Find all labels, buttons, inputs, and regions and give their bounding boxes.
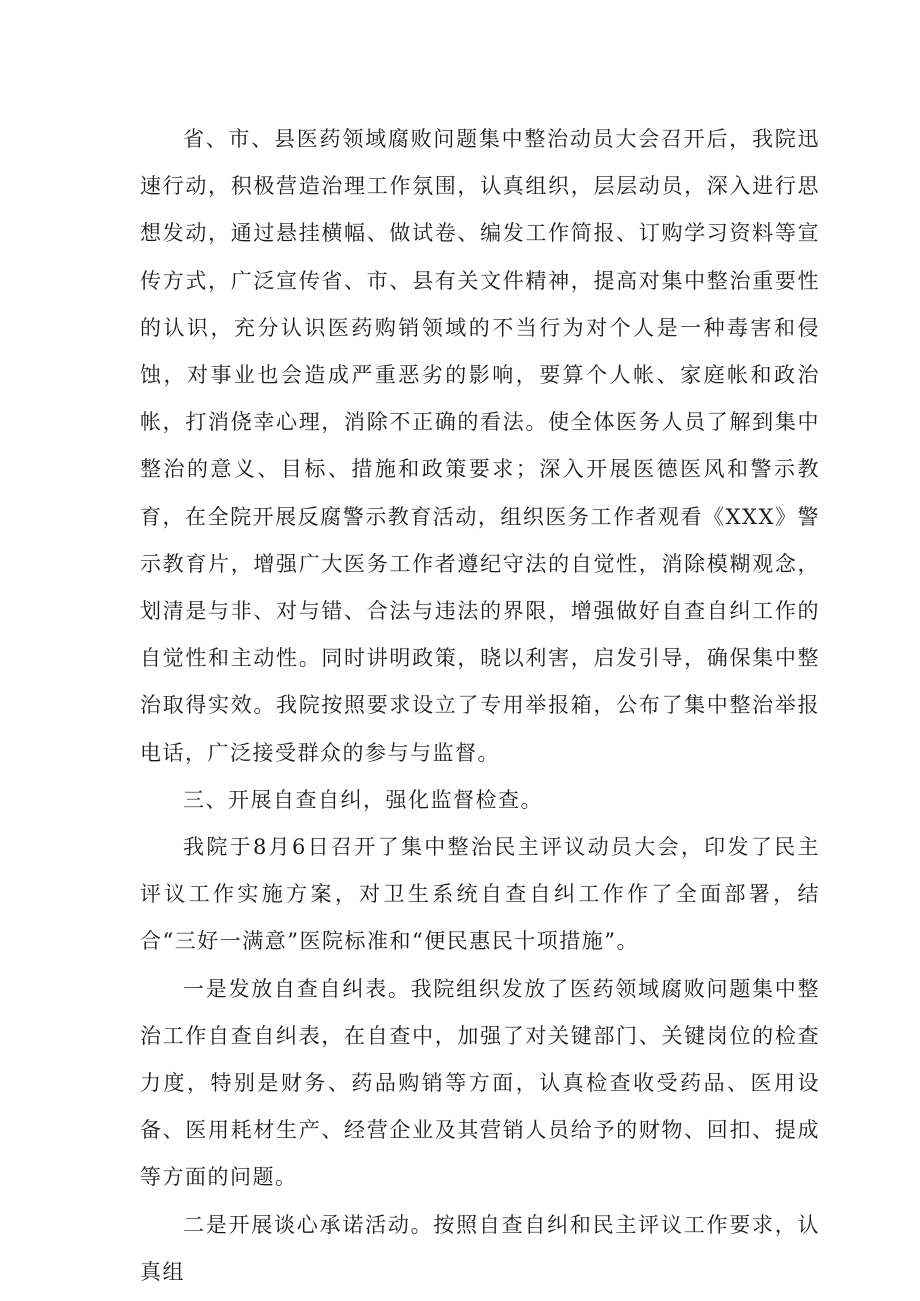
paragraph-heart-to-heart-talks: 二是开展谈心承诺活动。按照自查自纠和民主评议工作要求，认真组: [140, 1212, 820, 1284]
paragraph-mobilization-meeting: 我院于8月6日召开了集中整治民主评议动员大会，印发了民主评议工作实施方案，对卫生系统自查自纠工作作了全面部署，结合“三好一满意”医院标准和“便民惠民十项措施”。: [140, 835, 820, 954]
paragraph-publicity: 省、市、县医药领域腐败问题集中整治动员大会召开后，我院迅速行动，积极营造治理工作氛围，认真组织，层层动员，深入进行思想发动，通过悬挂横幅、做试卷、编发工作简报、订购学习资料等宣传方式，广泛宣传省、市、县有关文件精神，提高对集中整治重要性的认识，充分认识医药购销领域的不当行为对个人是一种毒害和侵蚀，对事业也会造成严重恶劣的影响，要算个人帐、家庭帐和政治帐，打消侥幸心理，消除不正确的看法。使全体医务人员了解到集中整治的意义、目标、措施和政策要求；深入开展医德医风和警示教育，在全院开展反腐警示教育活动，组织医务工作者观看《XXX》警示教育片，增强广大医务工作者遵纪守法的自觉性，消除模糊观念，划清是与非、对与错、合法与违法的界限，增强做好自查自纠工作的自觉性和主动性。同时讲明政策，晓以利害，启发引导，确保集中整治取得实效。我院按照要求设立了专用举报箱，公布了集中整治举报电话，广泛接受群众的参与与监督。: [140, 127, 820, 765]
section-heading-self-inspection: 三、开展自查自纠，强化监督检查。: [183, 787, 543, 812]
paragraph-self-inspection-form: 一是发放自查自纠表。我院组织发放了医药领域腐败问题集中整治工作自查自纠表，在自查中，加强了对关键部门、关键岗位的检查力度，特别是财务、药品购销等方面，认真检查收受药品、医用设备、医用耗材生产、经营企业及其营销人员给予的财物、回扣、提成等方面的问题。: [140, 976, 820, 1190]
